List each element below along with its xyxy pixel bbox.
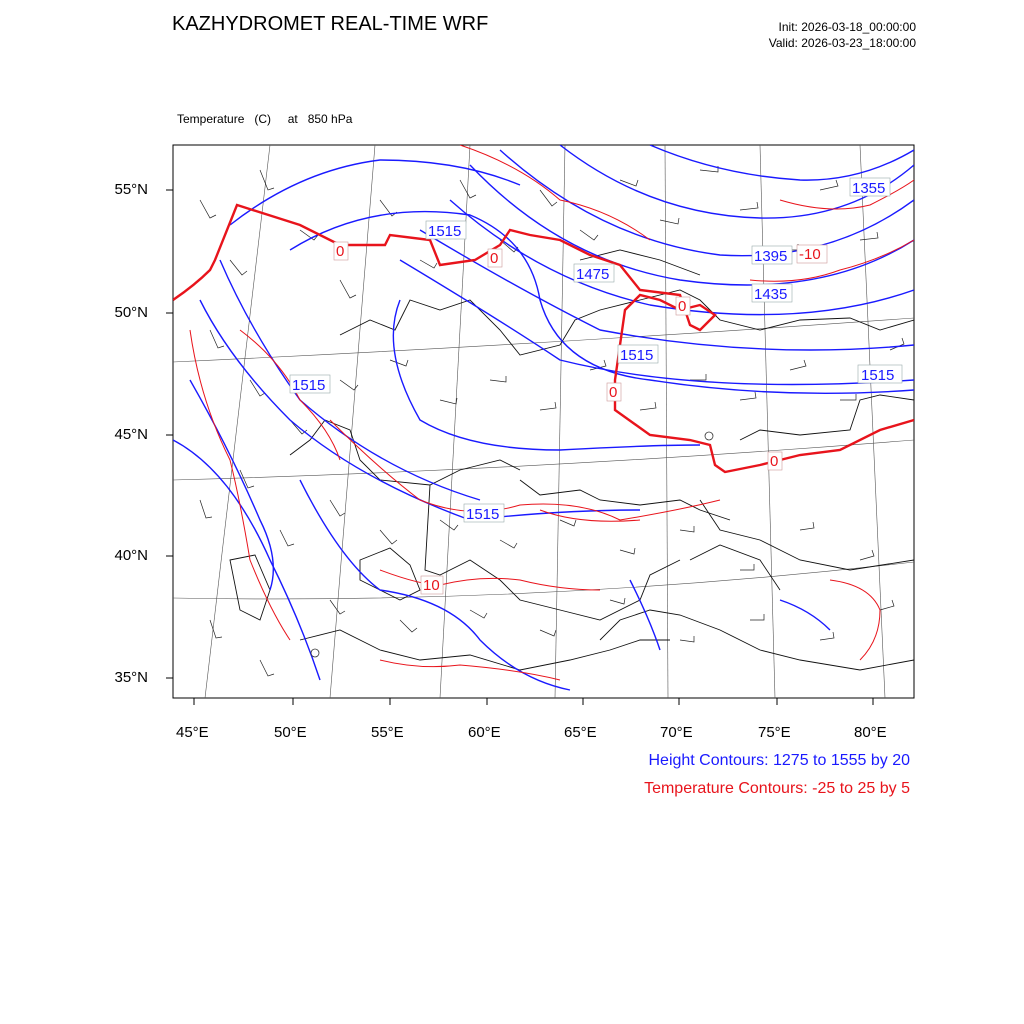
lon-ticks <box>194 698 873 705</box>
lat-label: 35°N <box>114 669 148 686</box>
lon-label: 60°E <box>468 724 501 741</box>
height-label: 1515 <box>292 377 326 394</box>
lon-label: 70°E <box>660 724 693 741</box>
lon-label: 80°E <box>854 724 887 741</box>
lat-label: 50°N <box>114 304 148 321</box>
height-label: 1475 <box>576 266 610 283</box>
temperature-label: 0 <box>609 384 618 401</box>
height-label: 1515 <box>620 347 654 364</box>
temperature-label: 0 <box>770 453 779 470</box>
height-label: 1355 <box>852 180 886 197</box>
lat-label: 45°N <box>114 426 148 443</box>
temperature-label: 0 <box>490 250 499 267</box>
height-label: 1515 <box>428 223 462 240</box>
lat-label: 55°N <box>114 181 148 198</box>
field-temperature: Temperature (C) at 850 hPa <box>177 112 353 126</box>
temperature-contour-legend: Temperature Contours: -25 to 25 by 5 <box>644 780 910 797</box>
height-label: 1515 <box>861 367 895 384</box>
temperature-label: -10 <box>799 246 821 263</box>
height-label: 1515 <box>466 506 500 523</box>
valid-time: Valid: 2026-03-23_18:00:00 <box>768 36 916 50</box>
lon-label: 65°E <box>564 724 597 741</box>
lon-label: 45°E <box>176 724 209 741</box>
temperature-label: 0 <box>678 298 687 315</box>
lat-label: 40°N <box>114 547 148 564</box>
temperature-label: 0 <box>336 243 345 260</box>
init-time: Init: 2026-03-18_00:00:00 <box>778 20 916 34</box>
temperature-label: 10 <box>423 577 440 594</box>
lat-ticks <box>166 190 173 678</box>
height-label: 1395 <box>754 248 788 265</box>
height-label: 1435 <box>754 286 788 303</box>
map-frame <box>173 145 914 698</box>
chart-title: KAZHYDROMET REAL-TIME WRF <box>172 13 489 35</box>
lon-label: 55°E <box>371 724 404 741</box>
lon-label: 50°E <box>274 724 307 741</box>
height-contour-legend: Height Contours: 1275 to 1555 by 20 <box>648 752 910 769</box>
lon-label: 75°E <box>758 724 791 741</box>
